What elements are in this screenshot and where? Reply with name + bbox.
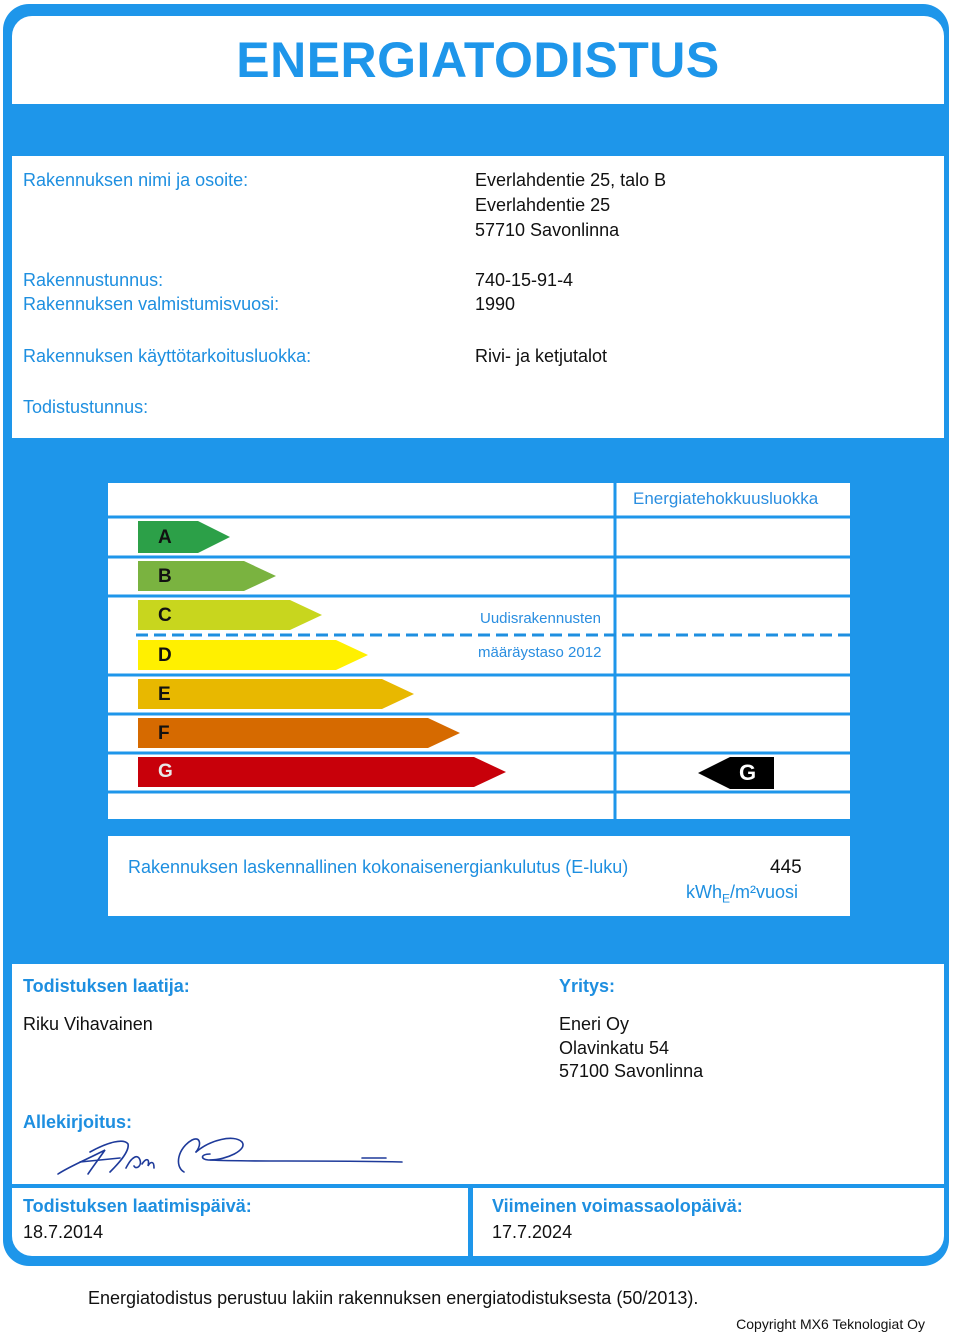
company-line-2: Olavinkatu 54 <box>559 1038 670 1058</box>
class-arrow-e <box>138 679 414 709</box>
class-letter-a: A <box>158 527 172 548</box>
eluku-label: Rakennuksen laskennallinen kokonaisenergiankulutus (E-luku) <box>128 857 629 877</box>
author-label: Todistuksen laatija: <box>23 976 190 996</box>
building-year-value: 1990 <box>475 294 516 314</box>
class-letter-b: B <box>158 566 172 587</box>
usage-class-value: Rivi- ja ketjutalot <box>475 346 608 366</box>
class-letter-c: C <box>158 605 172 626</box>
class-arrow-f <box>138 718 460 748</box>
company-line-1: Eneri Oy <box>559 1014 630 1034</box>
class-letter-g: G <box>158 761 173 782</box>
address-line-3: 57710 Savonlinna <box>475 220 620 240</box>
eluku-value: 445 <box>770 857 802 878</box>
author-name: Riku Vihavainen <box>23 1014 153 1034</box>
reference-label-line-2: määräystaso 2012 <box>478 644 602 661</box>
signature-image <box>50 1130 420 1180</box>
class-arrow-g <box>138 757 506 787</box>
building-year-label: Rakennuksen valmistumisvuosi: <box>23 294 280 314</box>
usage-class-label: Rakennuksen käyttötarkoitusluokka: <box>23 346 312 366</box>
valid-date-value: 17.7.2024 <box>492 1222 573 1242</box>
rating-letter: G <box>739 760 757 785</box>
eluku-unit: kWh$_E$/m²vuosi <box>686 882 799 906</box>
rating-marker <box>698 757 774 789</box>
certificate-id-label: Todistustunnus: <box>23 397 149 417</box>
reference-label-line-1: Uudisrakennusten <box>480 610 601 627</box>
address-line-1: Everlahdentie 25, talo B <box>475 170 667 190</box>
class-letter-e: E <box>158 684 171 705</box>
copyright-text: Copyright MX6 Teknologiat Oy <box>736 1316 925 1332</box>
energy-class-header: Energiatehokkuusluokka <box>633 489 819 508</box>
building-id-label: Rakennustunnus: <box>23 270 164 290</box>
company-label: Yritys: <box>559 976 616 996</box>
issued-date-label: Todistuksen laatimispäivä: <box>23 1196 252 1216</box>
class-letter-f: F <box>158 723 170 744</box>
class-arrow-d <box>138 640 368 670</box>
building-name-label: Rakennuksen nimi ja osoite: <box>23 170 249 190</box>
building-id-value: 740-15-91-4 <box>475 270 574 290</box>
class-letter-d: D <box>158 645 172 666</box>
issued-date-value: 18.7.2014 <box>23 1222 104 1242</box>
law-reference-text: Energiatodistus perustuu lakiin rakennuksen energiatodistuksesta (50/2013). <box>88 1288 699 1308</box>
company-line-3: 57100 Savonlinna <box>559 1061 704 1081</box>
address-line-2: Everlahdentie 25 <box>475 195 611 215</box>
page-title: ENERGIATODISTUS <box>12 16 944 104</box>
signature-label: Allekirjoitus: <box>23 1112 133 1132</box>
valid-date-label: Viimeinen voimassaolopäivä: <box>492 1196 743 1216</box>
class-arrow-a <box>138 521 230 553</box>
